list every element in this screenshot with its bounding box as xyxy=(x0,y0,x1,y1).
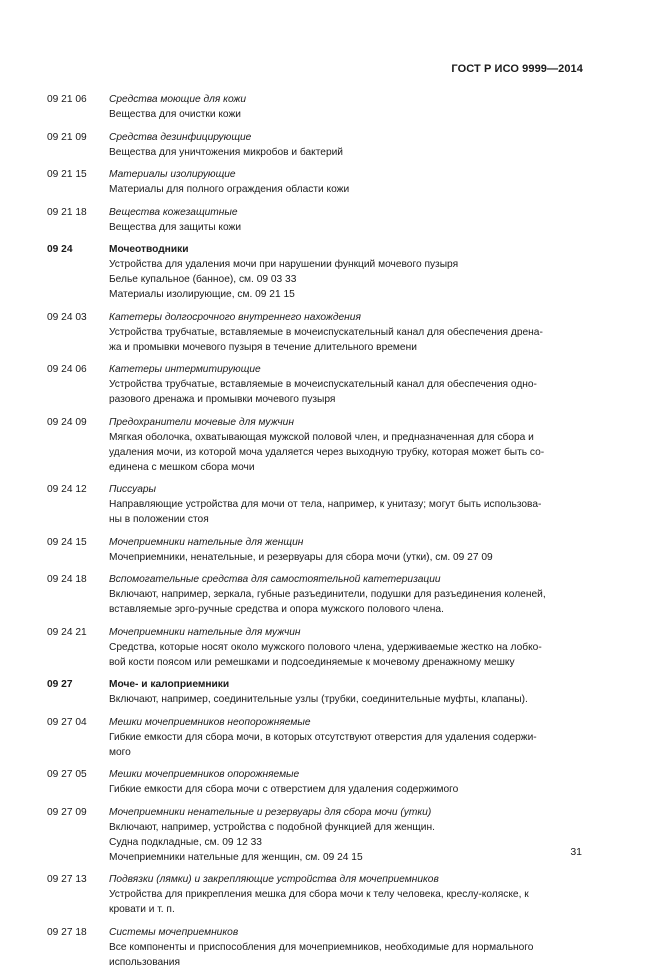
entry-description-line: Вещества для очистки кожи xyxy=(109,109,241,120)
entry-body xyxy=(109,572,585,617)
item-entry xyxy=(47,205,585,235)
entry-body xyxy=(109,310,585,355)
classification-code: 09 27 09 xyxy=(47,806,87,818)
section-entry xyxy=(47,677,585,707)
classification-code: 09 27 xyxy=(47,679,73,690)
entry-title: Мочеотводники xyxy=(109,244,189,255)
entry-description-line: Включают, например, соединительные узлы (трубки, соединительные муфты, клапаны). xyxy=(109,694,528,705)
entry-description-line: вой кости поясом или ремешками и подсоединяемые к мочевому дренажному мешку xyxy=(109,656,515,668)
entry-title: Средства дезинфицирующие xyxy=(109,131,252,143)
entry-description-line: Вещества для защиты кожи xyxy=(109,221,242,233)
classification-code: 09 24 06 xyxy=(47,364,87,375)
entry-title: Мешки мочеприемников неопорожняемые xyxy=(109,716,311,728)
item-entry xyxy=(47,310,585,355)
item-entry xyxy=(47,767,585,797)
item-entry xyxy=(47,362,585,407)
entry-body xyxy=(109,925,585,970)
entry-title: Мочеприемники нательные для женщин xyxy=(109,536,304,548)
page-number: 31 xyxy=(570,846,582,858)
entry-title: Предохранители мочевые для мужчин xyxy=(109,416,294,428)
entry-body xyxy=(109,92,585,122)
entry-description-line: жа и промывки мочевого пузыря в течение длительного времени xyxy=(109,341,417,353)
classification-code: 09 24 xyxy=(47,244,73,255)
entry-title: Материалы изолирующие xyxy=(109,169,236,180)
entry-body xyxy=(109,130,585,160)
classification-list xyxy=(47,92,585,977)
entry-description-line: вставляемые эрго-ручные средства и опора мужского полового члена. xyxy=(109,604,444,615)
entry-title: Мочеприемники нательные для мужчин xyxy=(109,626,301,638)
entry-description-line: Устройства трубчатые, вставляемые в мочеиспускательный канал для обеспечения одно- xyxy=(109,379,537,390)
classification-code: 09 27 04 xyxy=(47,716,87,728)
item-entry xyxy=(47,805,585,865)
entry-description-line: Включают, например, устройства с подобной функцией для женщин. xyxy=(109,821,435,833)
classification-code: 09 27 18 xyxy=(47,926,87,938)
item-entry xyxy=(47,625,585,670)
entry-body xyxy=(109,167,585,197)
entry-body xyxy=(109,362,585,407)
entry-description-line: Белье купальное (банное), см. 09 03 33 xyxy=(109,274,297,285)
entry-title: Моче- и калоприемники xyxy=(109,679,230,690)
entry-title: Вещества кожезащитные xyxy=(109,206,238,218)
section-entry xyxy=(47,242,585,302)
item-entry xyxy=(47,572,585,617)
item-entry xyxy=(47,925,585,970)
entry-body xyxy=(109,625,585,670)
entry-description-line: использования xyxy=(109,956,181,968)
classification-code: 09 24 21 xyxy=(47,626,87,638)
item-entry xyxy=(47,872,585,917)
item-entry xyxy=(47,130,585,160)
entry-title: Мешки мочеприемников опорожняемые xyxy=(109,769,300,780)
entry-title: Вспомогательные средства для самостоятельной катетеризации xyxy=(109,574,441,585)
classification-code: 09 24 18 xyxy=(47,574,87,585)
entry-description-line: Судна подкладные, см. 09 12 33 xyxy=(109,836,262,848)
item-entry xyxy=(47,535,585,565)
entry-description-line: Устройства трубчатые, вставляемые в мочеиспускательный канал для обеспечения дрена- xyxy=(109,326,543,338)
entry-body xyxy=(109,205,585,235)
entry-title: Писсуары xyxy=(109,484,157,495)
entry-description-line: удаления мочи, из которой моча удаляется через выходную трубку, которая может быть со- xyxy=(109,446,545,458)
classification-code: 09 24 03 xyxy=(47,311,87,323)
entry-description-line: Материалы изолирующие, см. 09 21 15 xyxy=(109,289,295,300)
item-entry xyxy=(47,482,585,527)
entry-body xyxy=(109,242,585,302)
entry-description-line: Включают, например, зеркала, губные разъединители, подушки для разъединения коленей, xyxy=(109,589,546,600)
entry-title: Катетеры интермитирующие xyxy=(109,364,261,375)
entry-description-line: Вещества для уничтожения микробов и бактерий xyxy=(109,146,343,158)
entry-title: Мочеприемники ненательные и резервуары для сбора мочи (утки) xyxy=(109,806,432,818)
classification-code: 09 21 18 xyxy=(47,206,87,218)
entry-body xyxy=(109,715,585,760)
document-header: ГОСТ Р ИСО 9999—2014 xyxy=(451,63,583,75)
entry-body xyxy=(109,677,585,707)
classification-code: 09 24 12 xyxy=(47,484,87,495)
item-entry xyxy=(47,715,585,760)
entry-body xyxy=(109,415,585,475)
entry-title: Подвязки (лямки) и закрепляющие устройства для мочеприемников xyxy=(109,874,439,885)
entry-description-line: Мягкая оболочка, охватывающая мужской половой член, и предназначенная для сбора и xyxy=(109,431,534,443)
entry-title: Средства моющие для кожи xyxy=(109,94,247,105)
entry-description-line: Устройства для прикрепления мешка для сбора мочи к телу человека, креслу-коляске, к xyxy=(109,889,529,900)
entry-description-line: Все компоненты и приспособления для мочеприемников, необходимые для нормального xyxy=(109,941,534,953)
entry-description-line: Средства, которые носят около мужского полового члена, удерживаемые жестко на лобко- xyxy=(109,641,542,653)
entry-description-line: разового дренажа и промывки мочевого пузыря xyxy=(109,394,336,405)
entry-description-line: Устройства для удаления мочи при нарушении функций мочевого пузыря xyxy=(109,259,459,270)
entry-description-line: Материалы для полного ограждения области кожи xyxy=(109,184,350,195)
entry-description-line: Гибкие емкости для сбора мочи с отверстием для удаления содержимого xyxy=(109,784,459,795)
item-entry xyxy=(47,415,585,475)
entry-title: Катетеры долгосрочного внутреннего нахождения xyxy=(109,311,361,323)
item-entry xyxy=(47,92,585,122)
classification-code: 09 24 15 xyxy=(47,536,87,548)
entry-body xyxy=(109,535,585,565)
entry-description-line: единена с мешком сбора мочи xyxy=(109,461,255,473)
entry-description-line: кровати и т. п. xyxy=(109,904,175,915)
entry-description-line: Мочеприемники нательные для женщин, см. 09 24 15 xyxy=(109,851,363,863)
entry-description-line: мого xyxy=(109,746,131,758)
entry-description-line: Мочеприемники, ненательные, и резервуары для сбора мочи (утки), см. 09 27 09 xyxy=(109,551,493,563)
entry-body xyxy=(109,767,585,797)
classification-code: 09 21 15 xyxy=(47,169,87,180)
classification-code: 09 27 05 xyxy=(47,769,87,780)
entry-body xyxy=(109,872,585,917)
classification-code: 09 21 06 xyxy=(47,94,87,105)
entry-body xyxy=(109,805,585,865)
entry-description-line: Гибкие емкости для сбора мочи, в которых отсутствуют отверстия для удаления содержи- xyxy=(109,731,537,743)
entry-description-line: ны в положении стоя xyxy=(109,514,209,525)
classification-code: 09 24 09 xyxy=(47,416,87,428)
entry-title: Системы мочеприемников xyxy=(109,926,239,938)
classification-code: 09 21 09 xyxy=(47,131,87,143)
item-entry xyxy=(47,167,585,197)
entry-body xyxy=(109,482,585,527)
entry-description-line: Направляющие устройства для мочи от тела, например, к унитазу; могут быть использова- xyxy=(109,499,542,510)
classification-code: 09 27 13 xyxy=(47,874,87,885)
